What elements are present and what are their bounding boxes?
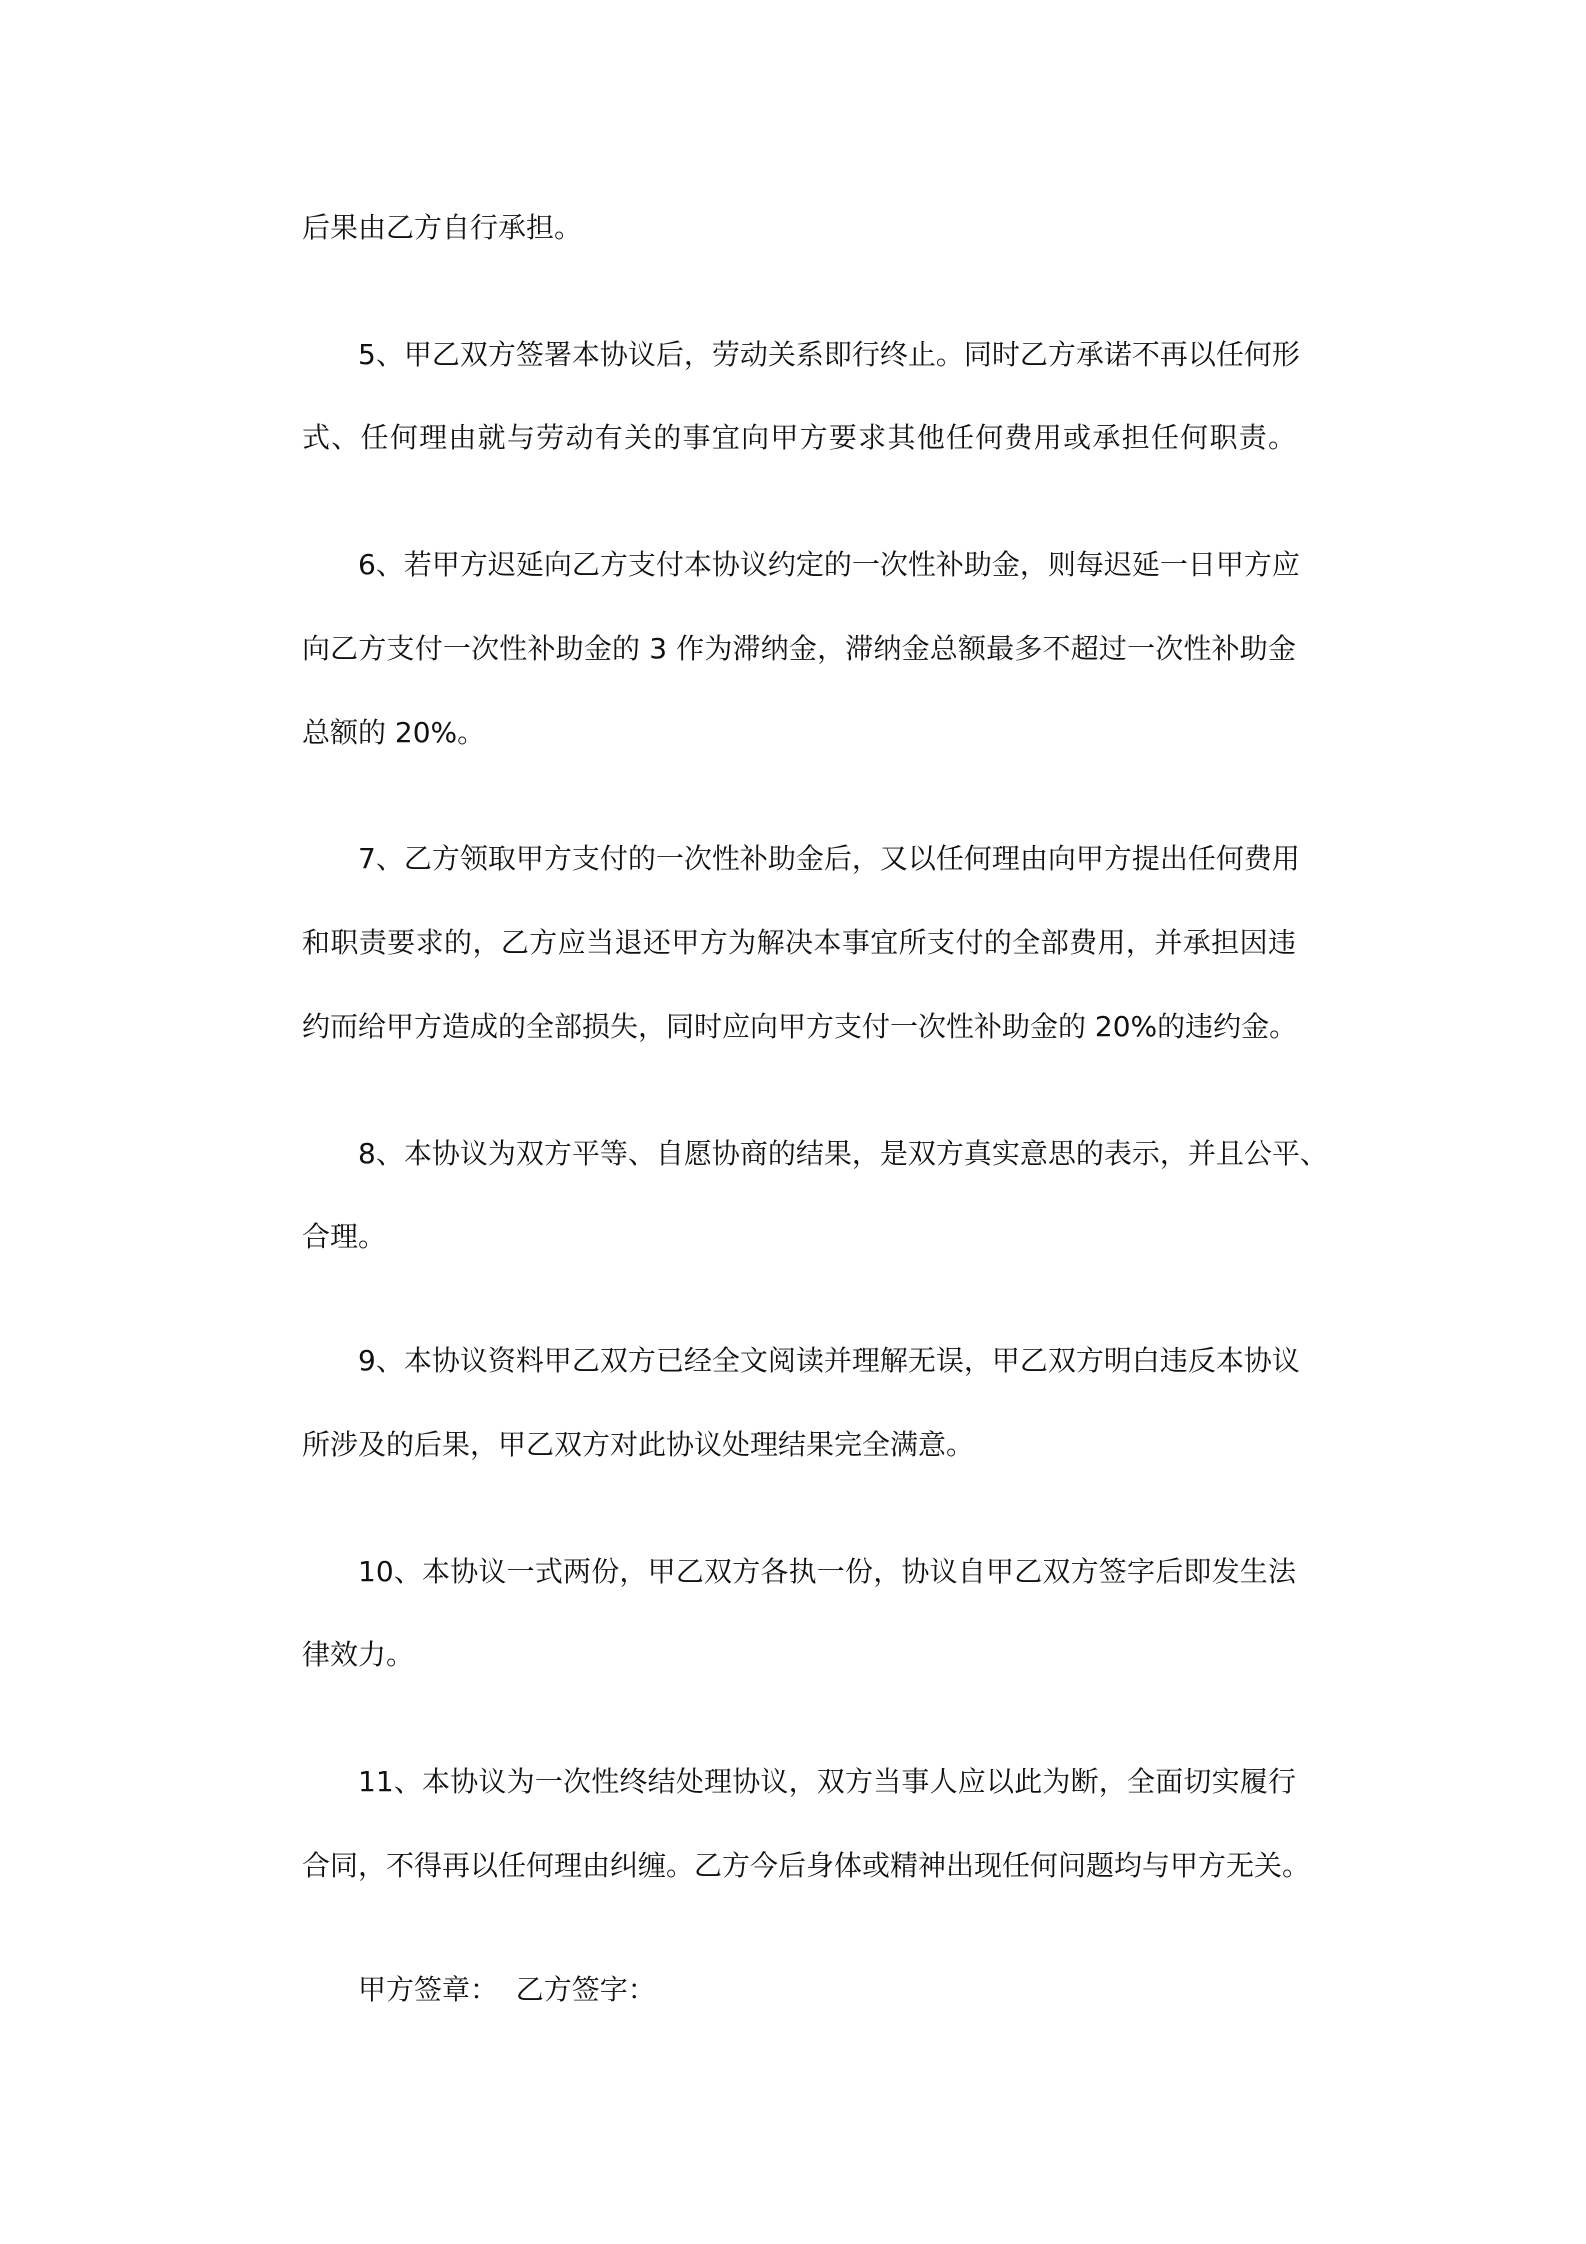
clause-5-line-1: 5、甲乙双方签署本协议后，劳动关系即行终止。同时乙方承诺不再以任何形 [358, 338, 1300, 371]
clause-11-line-1: 11、本协议为一次性终结处理协议，双方当事人应以此为断，全面切实履行 [358, 1765, 1296, 1798]
clause-6-line-2: 向乙方支付一次性补助金的 3 作为滞纳金，滞纳金总额最多不超过一次性补助金 [302, 632, 1296, 665]
clause-8-line-2: 合理。 [302, 1220, 387, 1253]
clause-5-line-2: 式、任何理由就与劳动有关的事宜向甲方要求其他任何费用或承担任何职责。 [302, 421, 1296, 454]
text-line: 后果由乙方自行承担。 [302, 211, 583, 244]
clause-11-line-2: 合同，不得再以任何理由纠缠。乙方今后身体或精神出现任何问题均与甲方无关。 [302, 1849, 1311, 1882]
clause-8-line-1: 8、本协议为双方平等、自愿协商的结果，是双方真实意思的表示，并且公平、 [358, 1137, 1328, 1170]
clause-6-line-1: 6、若甲方迟延向乙方支付本协议约定的一次性补助金，则每迟延一日甲方应 [358, 548, 1300, 581]
clause-9-line-2: 所涉及的后果，甲乙双方对此协议处理结果完全满意。 [302, 1428, 975, 1461]
clause-6-line-3: 总额的 20%。 [302, 716, 486, 749]
clause-7-line-3: 约而给甲方造成的全部损失，同时应向甲方支付一次性补助金的 20%的违约金。 [302, 1010, 1298, 1043]
clause-7-line-2: 和职责要求的，乙方应当退还甲方为解决本事宜所支付的全部费用，并承担因违 [302, 926, 1296, 959]
clause-10-line-1: 10、本协议一式两份，甲乙双方各执一份，协议自甲乙双方签字后即发生法 [358, 1555, 1296, 1588]
signature-line: 甲方签章： 乙方签字： [358, 1973, 656, 2006]
clause-9-line-1: 9、本协议资料甲乙双方已经全文阅读并理解无误，甲乙双方明白违反本协议 [358, 1344, 1300, 1377]
clause-7-line-1: 7、乙方领取甲方支付的一次性补助金后，又以任何理由向甲方提出任何费用 [358, 842, 1300, 875]
clause-10-line-2: 律效力。 [302, 1638, 415, 1671]
